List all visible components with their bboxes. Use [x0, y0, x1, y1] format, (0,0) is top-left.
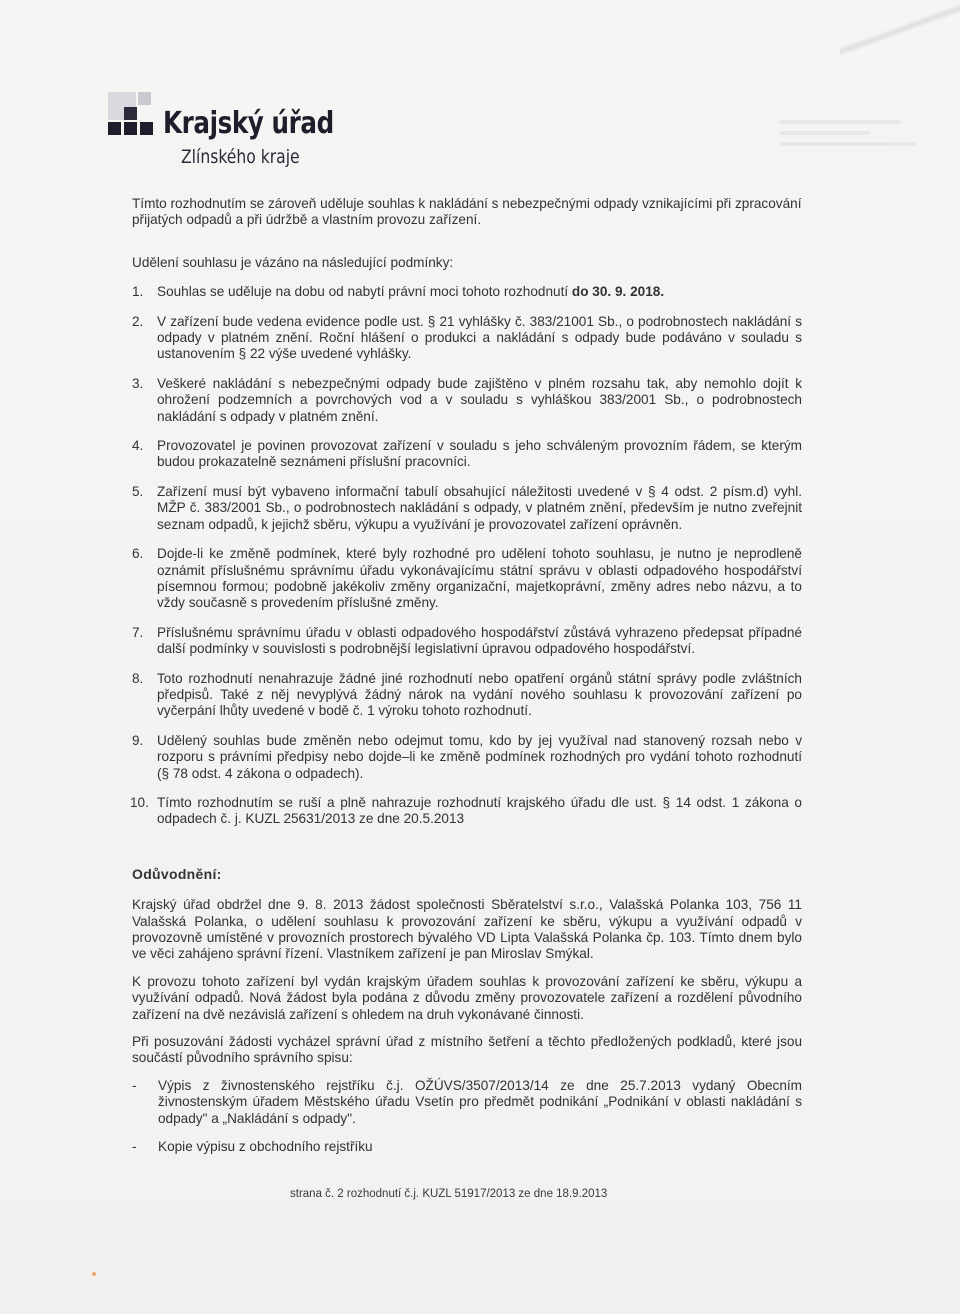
condition-item — [132, 733, 802, 782]
condition-item — [132, 438, 802, 471]
condition-item — [132, 795, 802, 828]
document-body — [132, 196, 802, 1167]
condition-number: 3. — [132, 375, 144, 391]
condition-item — [132, 484, 802, 533]
condition-number: 5. — [132, 483, 144, 499]
condition-text: Veškeré nakládání s nebezpečnými odpady bude zajištěno v plném rozsahu tak, aby nemohlo dojít k ohrožení podzemních a povrchových vod a v souladu s vyhláškou 383/2001 Sb., o podrobnostech nakládání s odpady v platném znění. — [157, 375, 802, 424]
condition-text: Tímto rozhodnutím se ruší a plně nahrazuje rozhodnutí krajského úřadu dle ust. § 14 odst. 1 zákona o odpadech č. j. KUZL 25631/2013 ze dne 20.5.2013 — [157, 794, 802, 827]
condition-text: Provozovatel je povinen provozovat zařízení v souladu s jeho schváleným provozním řádem, se kterým budou prokazatelně seznámeni příslušní pracovníci. — [157, 438, 802, 470]
condition-text: V zařízení bude vedena evidence podle ust. § 21 vyhlášky č. 383/21001 Sb., o podrobnostech nakládání s odpady v platném znění. Roční hlášení o produkci a nakládání s odpady bude podáváno v souladu s ustanovením § 22 výše uvedené vyhlášky. — [157, 313, 802, 362]
reasoning-paragraph: K provozu tohoto zařízení byl vydán krajským úřadem souhlas k provozování zařízení ke sběru, výkupu a využívání odpadů. Nová žádost byla podána z důvodu změny provozovatele zařízení a rozdělení původního zařízení na dvě nezávislá zařízení s ohledem na druh vykonávané činnosti. — [132, 973, 802, 1022]
condition-number: 4. — [132, 438, 144, 454]
reasoning-heading: Odůvodnění: — [132, 865, 222, 882]
intro-paragraph: Tímto rozhodnutím se zároveň uděluje souhlas k nakládání s nebezpečnými odpady vznikajícími při zpracování přijatých odpadů a při údržbě a vlastním provozu zařízení. — [132, 196, 802, 228]
condition-number: 9. — [132, 732, 144, 748]
document-item — [132, 1078, 802, 1127]
documents-list — [132, 1078, 802, 1156]
condition-item — [132, 546, 802, 612]
logo-square — [124, 122, 137, 135]
logo-square — [138, 92, 151, 105]
condition-number: 6. — [132, 546, 144, 562]
show-through-marks — [780, 120, 930, 180]
document-text: Výpis z živnostenského rejstříku č.j. OŽÚVS/3507/2013/14 ze dne 25.7.2013 vydaný Obecním živnostenským úřadem Městského úřadu Vsetín pro předmět podnikání „Podnikání v oblasti nakládání s odpady" a „Nakládání s odpady". — [158, 1077, 802, 1126]
condition-number: 10. — [130, 794, 149, 810]
org-subtitle: Zlínského kraje — [181, 146, 300, 168]
condition-text: Zařízení musí být vybaveno informační tabulí obsahující náležitosti uvedené v § 4 odst. 2 písm.d) vyhl. MŽP č. 383/2001 Sb., o podrobnostech nakládání s odpady, v platném znění, především je nutno zveřejnit seznam odpadů, k jejichž sběru, výkupu a využívání je provozovatel zařízení oprávněn. — [157, 483, 802, 532]
document-item — [132, 1139, 802, 1155]
condition-item — [132, 625, 802, 658]
logo — [108, 92, 408, 172]
condition-item — [132, 376, 802, 425]
conditions-list — [132, 284, 802, 828]
scan-speck — [92, 1272, 96, 1276]
condition-text: Dojde-li ke změně podmínek, které byly rozhodné pro udělení tohoto souhlasu, je nutno je neprodleně oznámit příslušnému správnímu úřadu vykonávajícímu státní správu v oblasti odpadového hospodářství písemnou formou; podobně jakékoliv změny organizační, majetkoprávní, změny adres nebo názvu, a to vždy současně s provedením příslušné změny. — [157, 546, 802, 611]
condition-text: Toto rozhodnutí nenahrazuje žádné jiné rozhodnutí nebo opatření orgánů státní správy podle zvláštních předpisů. Také z něj nevyplývá žádný nárok na vydání nového souhlasu k provozování zařízení po vyčerpání lhůty uvedené v bodě č. 1 výroku tohoto rozhodnutí. — [157, 670, 802, 719]
logo-square — [140, 122, 153, 135]
condition-text: Příslušnému správnímu úřadu v oblasti odpadového hospodářství zůstává vyhrazeno předepsat případné další podmínky v souvislosti s podrobnější legislativní úpravou odpadového hospodářství. — [157, 624, 802, 657]
condition-text: Souhlas se uděluje na dobu od nabytí právní moci tohoto rozhodnutí — [157, 284, 569, 300]
page-footer: strana č. 2 rozhodnutí č.j. KUZL 51917/2013 ze dne 18.9.2013 — [290, 1188, 608, 1200]
logo-square — [124, 107, 137, 120]
dash-bullet: - — [132, 1077, 137, 1093]
reasoning-paragraph: Při posuzování žádosti vycházel správní úřad z místního šetření a těchto předložených podkladů, které jsou součástí původního správního spisu: — [132, 1034, 802, 1066]
condition-number: 7. — [132, 624, 144, 640]
condition-item — [132, 284, 802, 300]
condition-number: 2. — [132, 313, 144, 329]
dash-bullet: - — [132, 1139, 137, 1155]
scan-shadow — [840, 0, 960, 60]
org-title: Krajský úřad — [163, 106, 334, 141]
reasoning-paragraph: Krajský úřad obdržel dne 9. 8. 2013 žádost společnosti Sběratelství s.r.o., Valašská Polanka 103, 756 11 Valašská Polanka, o udělení souhlasu k provozování zařízení ke sběru, výkupu a využívání odpadů v provozovně umístěné v provozních prostorech bývalého VD Lipta Valašská Polanka čp. 103. Tímto dnem bylo ve věci zahájeno správní řízení. Vlastníkem zařízení je pan Miroslav Smýkal. — [132, 897, 802, 962]
logo-square — [108, 122, 121, 135]
document-text: Kopie výpisu z obchodního rejstříku — [158, 1139, 373, 1155]
conditions-heading: Udělení souhlasu je vázáno na následující podmínky: — [132, 254, 454, 270]
condition-deadline: do 30. 9. 2018. — [571, 284, 665, 300]
condition-number: 1. — [132, 284, 144, 300]
condition-item — [132, 671, 802, 720]
condition-item — [132, 314, 802, 363]
condition-number: 8. — [132, 670, 144, 686]
condition-text: Udělený souhlas bude změněn nebo odejmut tomu, kdo by jej využíval nad stanovený rozsah nebo v rozporu s právními předpisy nebo dojde–li ke změně podmínek rozhodných pro vydání tohoto rozhodnutí (§ 78 odst. 4 zákona o odpadech). — [157, 732, 802, 781]
